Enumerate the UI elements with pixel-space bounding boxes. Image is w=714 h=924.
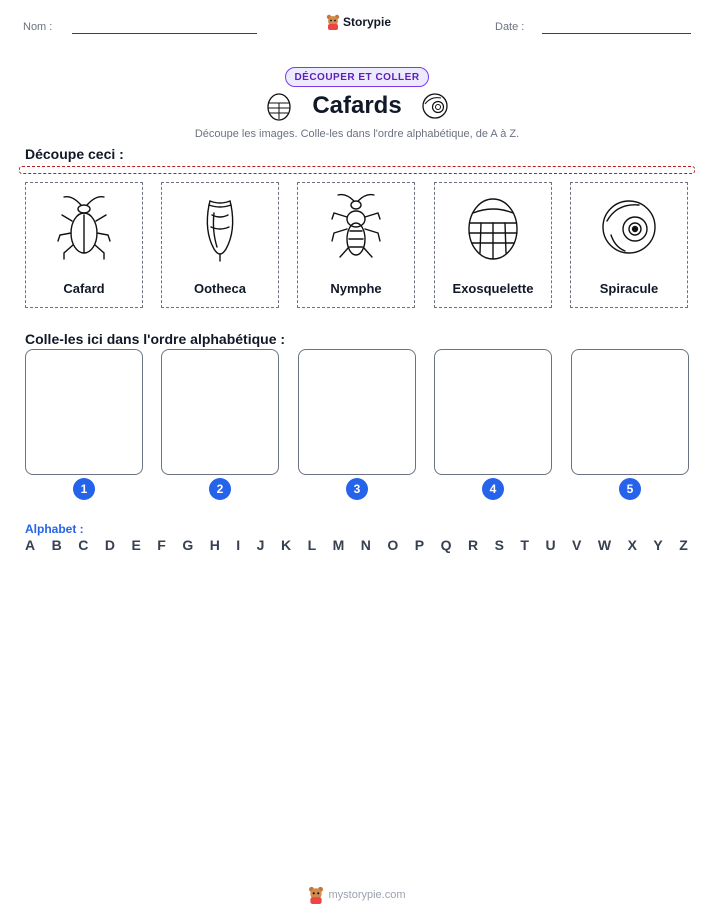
activity-badge: DÉCOUPER ET COLLER xyxy=(285,67,429,87)
card-label: Exosquelette xyxy=(452,281,534,296)
card-label: Ootheca xyxy=(193,281,246,296)
alphabet-letter: L xyxy=(307,537,317,553)
cutout-card[interactable] xyxy=(25,182,143,308)
alphabet-letter: Y xyxy=(653,537,663,553)
alphabet-letter: J xyxy=(256,537,265,553)
slot-number-badge: 2 xyxy=(209,478,231,500)
paste-slot-2[interactable] xyxy=(161,349,279,475)
name-label: Nom : xyxy=(23,21,53,33)
ootheca-icon xyxy=(190,191,250,263)
card-label: Spiracule xyxy=(599,281,659,296)
cockroach-icon xyxy=(54,191,114,263)
paste-slot-3[interactable] xyxy=(298,349,416,475)
storypie-logo xyxy=(326,14,391,30)
cutout-card[interactable] xyxy=(297,182,415,308)
cut-section-label: Découpe ceci : xyxy=(25,146,124,162)
date-line xyxy=(542,33,691,34)
alphabet-letter: C xyxy=(78,537,89,553)
alphabet-label: Alphabet : xyxy=(25,522,84,536)
logo-text: Storypie xyxy=(343,15,392,29)
alphabet-letter: G xyxy=(182,537,194,553)
nymph-icon xyxy=(326,191,386,263)
instructions: Découpe les images. Colle-les dans l'ordre alphabétique, de A à Z. xyxy=(194,128,520,140)
slot-number-badge: 4 xyxy=(482,478,504,500)
alphabet-letter: K xyxy=(280,537,292,553)
spiracle-icon xyxy=(599,191,659,263)
slot-number-badge: 5 xyxy=(619,478,641,500)
date-label: Date : xyxy=(495,21,525,33)
footer-url: mystorypie.com xyxy=(328,889,406,901)
alphabet-letter: T xyxy=(520,537,529,553)
bear-icon xyxy=(308,886,324,904)
alphabet-letter: O xyxy=(387,537,399,553)
alphabet-letter: S xyxy=(494,537,504,553)
alphabet-letter: X xyxy=(627,537,637,553)
slot-number-badge: 1 xyxy=(73,478,95,500)
alphabet-letter: N xyxy=(360,537,371,553)
paste-slot-4[interactable] xyxy=(434,349,552,475)
alphabet-letter: U xyxy=(545,537,556,553)
name-line xyxy=(72,33,257,34)
alphabet-letter: I xyxy=(236,537,241,553)
cut-line xyxy=(19,166,695,174)
footer xyxy=(0,886,714,904)
spiracle-decor-icon xyxy=(421,92,449,120)
alphabet-letter: V xyxy=(572,537,582,553)
alphabet-letter: M xyxy=(332,537,345,553)
alphabet-letter: Z xyxy=(679,537,688,553)
exoskeleton-icon xyxy=(463,191,523,263)
card-label: Cafard xyxy=(63,281,105,296)
bear-icon xyxy=(326,14,340,30)
card-label: Nymphe xyxy=(330,281,382,296)
alphabet-row xyxy=(25,537,688,553)
paste-section-label: Colle-les ici dans l'ordre alphabétique : xyxy=(25,331,286,347)
alphabet-letter: H xyxy=(209,537,220,553)
paste-slot-1[interactable] xyxy=(25,349,143,475)
alphabet-letter: B xyxy=(51,537,62,553)
alphabet-letter: F xyxy=(157,537,166,553)
paste-slot-5[interactable] xyxy=(571,349,689,475)
page-title: Cafards xyxy=(312,92,402,119)
alphabet-letter: E xyxy=(131,537,141,553)
cutout-card[interactable] xyxy=(570,182,688,308)
alphabet-letter: Q xyxy=(440,537,452,553)
alphabet-letter: D xyxy=(104,537,115,553)
alphabet-letter: R xyxy=(467,537,479,553)
cutout-card[interactable] xyxy=(434,182,552,308)
alphabet-letter: P xyxy=(414,537,425,553)
alphabet-letter: W xyxy=(597,537,612,553)
cutout-card[interactable] xyxy=(161,182,279,308)
alphabet-letter: A xyxy=(25,537,36,553)
slot-number-badge: 3 xyxy=(346,478,368,500)
